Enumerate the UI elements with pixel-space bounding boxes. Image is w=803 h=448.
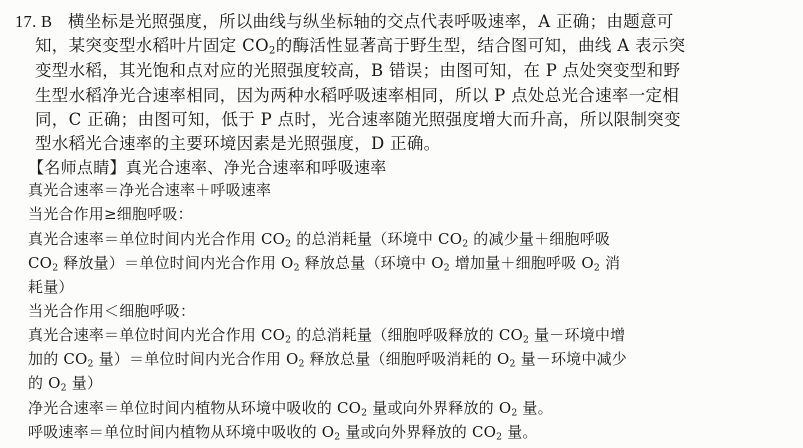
case1-title: 当光合作用≥细胞呼吸： <box>28 205 193 223</box>
formula-line: 真光合速率＝净光合速率＋呼吸速率 <box>28 181 272 199</box>
answer-line-3: 变型水稻，其光饱和点对应的光照强度较高，B 错误；由图可知，在 P 点处突变型和野 <box>35 61 681 80</box>
case2-line-3: 的 $O_2$ 量） <box>28 374 103 394</box>
case2-title: 当光合作用＜细胞呼吸： <box>28 302 196 320</box>
case1-line-3: 耗量） <box>28 278 74 296</box>
answer-line-2: 知，某突变型水稻叶片固定 $CO_2$的酶活性显著高于野生型，结合图可知，曲线 A 表示突 <box>35 36 686 57</box>
case1-line-1: 真光合速率＝单位时间内光合作用 $CO_2$ 的总消耗量（环境中 $CO_2$ 的减少量＋细胞呼吸 <box>28 230 611 250</box>
answer-line-5: 同，C 正确；由图可知，低于 P 点时，光合速率随光照强度增大而升高，所以限制突变 <box>35 110 681 129</box>
answer-line-1: 17. B 横坐标是光照强度，所以曲线与纵坐标轴的交点代表呼吸速率，A 正确；由题意可 <box>15 12 674 31</box>
question-number: 17. B <box>15 12 53 31</box>
case2-line-1: 真光合速率＝单位时间内光合作用 $CO_2$ 的总消耗量（细胞呼吸释放的 $CO_2$ 量－环境中增 <box>28 326 626 346</box>
resp-rate-line: 呼吸速率＝单位时间内植物从环境中吸收的 $O_2$ 量或向外界释放的 $CO_2$ 量。 <box>28 423 538 443</box>
case2-line-2: 加的 $CO_2$ 量）＝单位时间内光合作用 $O_2$ 释放总量（细胞呼吸消耗的 $O_2$ 量－环境中减少 <box>28 350 627 370</box>
net-rate-line: 净光合速率＝单位时间内植物从环境中吸收的 $CO_2$ 量或向外界释放的 $O_2$ 量。 <box>28 399 553 419</box>
answer-line-6: 型水稻光合速率的主要环境因素是光照强度，D 正确。 <box>35 134 441 153</box>
tip-heading: 【名师点睛】真光合速率、净光合速率和呼吸速率 <box>28 158 387 177</box>
case1-line-2: $CO_2$ 释放量）＝单位时间内光合作用 $O_2$ 释放总量（环境中 $O_2$ 增加量＋细胞呼吸 $O_2$ 消 <box>28 254 621 274</box>
answer-line-4: 生型水稻净光合速率相同，因为两种水稻呼吸速率相同，所以 P 点处总光合速率一定相 <box>35 86 680 105</box>
